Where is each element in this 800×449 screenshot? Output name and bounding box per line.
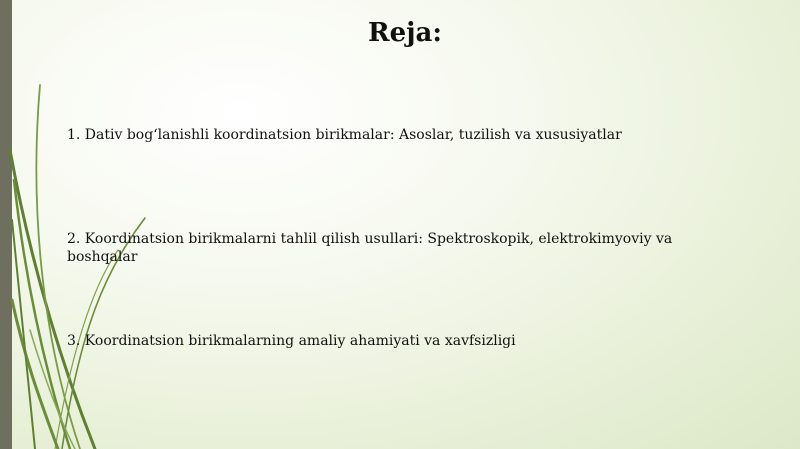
agenda-item-1: 1. Dativ bog‘lanishli koordinatsion birikmalar: Asoslar, tuzilish va xususiyatlar [67,127,622,143]
agenda-item-3: 3. Koordinatsion birikmalarning amaliy ahamiyati va xavfsizligi [67,333,516,349]
slide-title: Reja: [367,18,442,48]
agenda-item-2: 2. Koordinatsion birikmalarni tahlil qilish usullari: Spektroskopik, elektrokimyoviy va boshqalar [67,231,673,265]
grass-decoration-icon [0,0,200,449]
